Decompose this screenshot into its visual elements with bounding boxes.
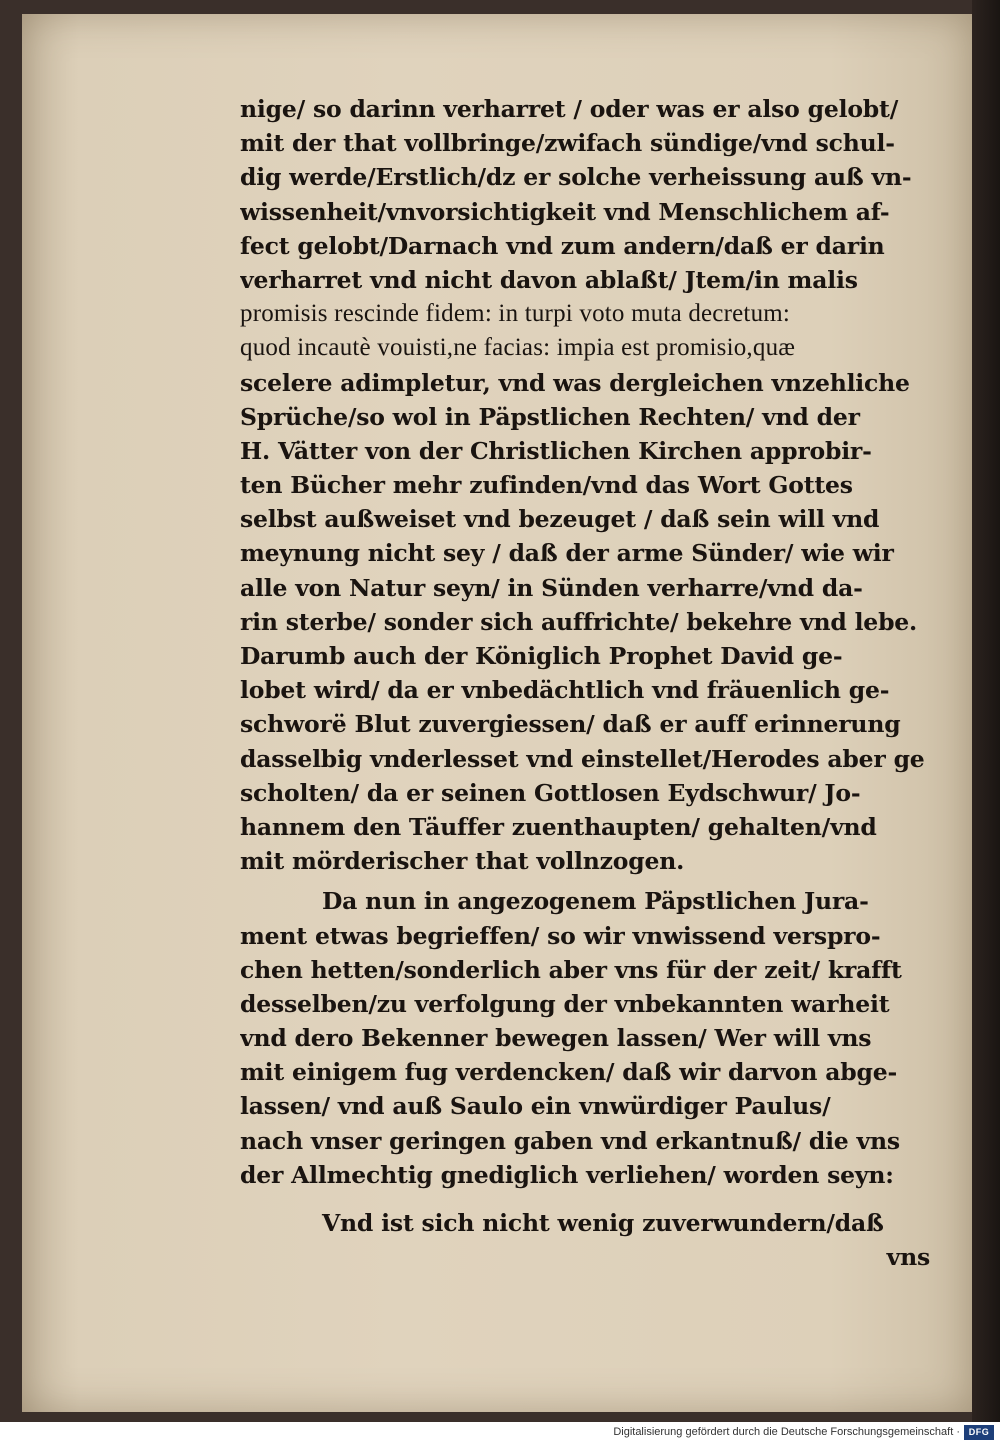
text-line: mit mörderischer that vollnzogen. xyxy=(240,847,685,876)
catchword: vns xyxy=(886,1243,930,1272)
text-line: chen hetten/sonderlich aber vns für der zeit/ krafft xyxy=(240,955,902,984)
text-line: lobet wird/ da er vnbedächtlich vnd fräuenlich ge- xyxy=(240,676,890,705)
text-line-latin: quod incautè vouisti,ne facias: impia est promisio,quæ xyxy=(240,334,796,362)
text-line: fect gelobt/Darnach vnd zum andern/daß er darin xyxy=(240,231,885,260)
page-edge xyxy=(972,0,1000,1422)
text-line: dasselbig vnderlesset vnd einstellet/Herodes aber ge xyxy=(240,744,925,773)
text-line: desselben/zu verfolgung der vnbekannten warheit xyxy=(240,989,890,1018)
funding-credit: Digitalisierung gefördert durch die Deutsche Forschungsgemeinschaft · xyxy=(613,1426,960,1438)
text-line: wissenheit/vnvorsichtigkeit vnd Menschlichem af- xyxy=(240,197,890,226)
text-line: vnd dero Bekenner bewegen lassen/ Wer will vns xyxy=(240,1024,872,1053)
text-line: nige/ so darinn verharret / oder was er also gelobt/ xyxy=(240,95,899,123)
text-line: ment etwas begrieffen/ so wir vnwissend verspro- xyxy=(240,921,881,950)
text-line: der Allmechtig gnediglich verliehen/ worden seyn: xyxy=(240,1160,894,1189)
text-line: dig werde/Erstlich/dz er solche verheissung auß vn- xyxy=(240,163,912,192)
text-line: mit einigem fug verdencken/ daß wir darvon abge- xyxy=(240,1058,898,1087)
dfg-logo: DFG xyxy=(964,1425,994,1440)
text-line: H. Vätter von der Christlichen Kirchen approbir- xyxy=(240,436,872,465)
text-line: scelere adimpletur, vnd was dergleichen vnzehliche xyxy=(240,368,910,397)
paragraph-start-line: Vnd ist sich nicht wenig zuverwundern/daß xyxy=(322,1209,884,1237)
text-line: Darumb auch der Königlich Prophet David ge- xyxy=(240,642,843,670)
text-line: Sprüche/so wol in Päpstlichen Rechten/ vnd der xyxy=(240,402,860,431)
text-line: verharret vnd nicht davon ablaßt/ Jtem/in malis xyxy=(240,265,858,294)
text-line: rin sterbe/ sonder sich auffrichte/ bekehre vnd lebe. xyxy=(240,607,918,636)
text-line: selbst außweiset vnd bezeuget / daß sein will vnd xyxy=(240,505,880,534)
text-line: meynung nicht sey / daß der arme Sünder/ wie wir xyxy=(240,539,894,568)
text-line: nach vnser geringen gaben vnd erkantnuß/ die vns xyxy=(240,1126,900,1155)
text-line: hannem den Täuffer zuenthaupten/ gehalten/vnd xyxy=(240,812,877,841)
text-line: mit der that vollbringe/zwifach sündige/vnd schul- xyxy=(240,129,895,158)
text-line: schworë Blut zuvergiessen/ daß er auff erinnerung xyxy=(240,710,901,739)
text-line: ten Bücher mehr zufinden/vnd das Wort Gottes xyxy=(240,471,853,500)
text-line: lassen/ vnd auß Saulo ein vnwürdiger Paulus/ xyxy=(240,1092,831,1121)
text-line: alle von Natur seyn/ in Sünden verharre/vnd da- xyxy=(240,573,863,602)
text-line: scholten/ da er seinen Gottlosen Eydschwur/ Jo- xyxy=(240,778,861,807)
page-text-block xyxy=(240,92,970,1274)
paragraph-start-line: Da nun in angezogenem Päpstlichen Jura- xyxy=(322,887,869,916)
text-line-latin: promisis rescinde fidem: in turpi voto muta decretum: xyxy=(240,300,791,328)
book-page xyxy=(22,14,972,1412)
footer-bar xyxy=(0,1422,1000,1444)
